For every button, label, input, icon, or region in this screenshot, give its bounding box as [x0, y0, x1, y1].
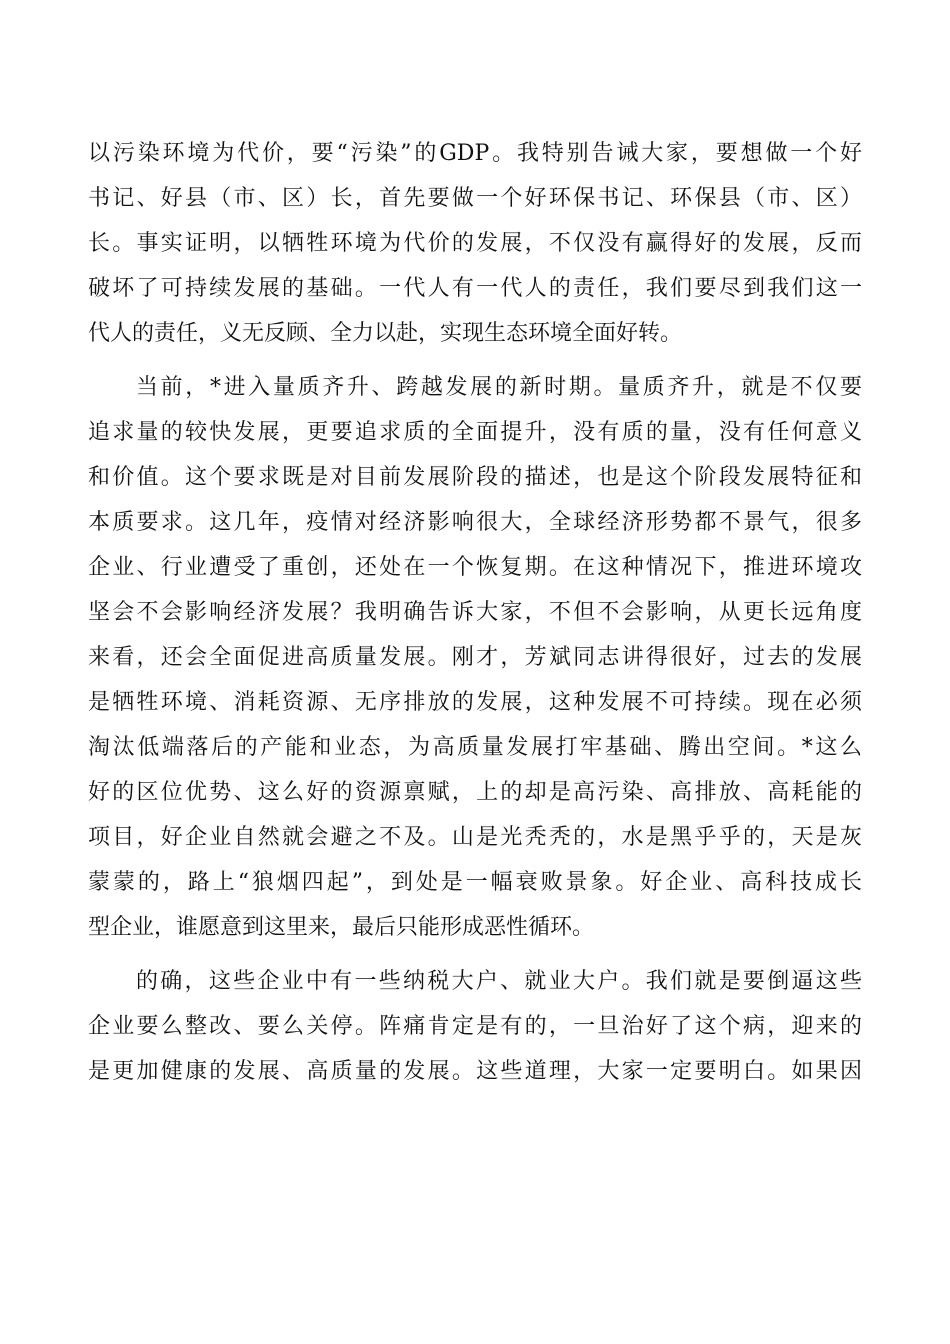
text-line: 来看，还会全面促进高质量发展。刚才，芳斌同志讲得很好，过去的发展	[88, 645, 862, 670]
paragraph-spacer	[88, 950, 862, 959]
text-line: 是牺牲环境、消耗资源、无序排放的发展，这种发展不可持续。现在必须	[88, 690, 862, 715]
text-line: 破坏了可持续发展的基础。一代人有一代人的责任，我们要尽到我们这一	[88, 276, 862, 301]
text-line: 和价值。这个要求既是对目前发展阶段的描述，也是这个阶段发展特征和	[88, 465, 862, 490]
text-line: 本质要求。这几年，疫情对经济影响很大，全球经济形势都不景气，很多	[88, 510, 862, 535]
text-line: 是更加健康的发展、高质量的发展。这些道理，大家一定要明白。如果因	[88, 1059, 862, 1084]
text-line: 书记、好县（市、区）长，首先要做一个好环保书记、环保县（市、区）	[88, 186, 862, 211]
text-line: 追求量的较快发展，更要追求质的全面提升，没有质的量，没有任何意义	[88, 420, 862, 445]
text-line: 企业要么整改、要么关停。阵痛肯定是有的，一旦治好了这个病，迎来的	[88, 1014, 862, 1039]
text-line: 企业、行业遭受了重创，还处在一个恢复期。在这种情况下，推进环境攻	[88, 555, 862, 580]
text-line: 淘汰低端落后的产能和业态，为高质量发展打牢基础、腾出空间。*这么	[88, 735, 862, 760]
text-line: 长。事实证明，以牺牲环境为代价的发展，不仅没有赢得好的发展，反而	[88, 231, 862, 256]
text-line: 好的区位优势、这么好的资源禀赋，上的却是高污染、高排放、高耗能的	[88, 780, 862, 805]
text-line: 型企业，谁愿意到这里来，最后只能形成恶性循环。	[88, 915, 595, 940]
text-line: 蒙蒙的，路上“狼烟四起”，到处是一幅衰败景象。好企业、高科技成长	[88, 870, 862, 895]
paragraph-3	[88, 959, 862, 1094]
paragraph-2	[88, 365, 862, 950]
text-line: 代人的责任，义无反顾、全力以赴，实现生态环境全面好转。	[88, 321, 683, 346]
text-line: 坚会不会影响经济发展？我明确告诉大家，不但不会影响，从更长远角度	[88, 600, 862, 625]
text-line: 以污染环境为代价，要“污染”的GDP。我特别告诫大家，要想做一个好	[88, 141, 862, 166]
paragraph-spacer	[88, 356, 862, 365]
document-body	[88, 131, 862, 1094]
paragraph-1	[88, 131, 862, 356]
text-line: 的确，这些企业中有一些纳税大户、就业大户。我们就是要倒逼这些	[136, 969, 862, 994]
text-line: 当前，*进入量质齐升、跨越发展的新时期。量质齐升，就是不仅要	[136, 375, 862, 400]
text-line: 项目，好企业自然就会避之不及。山是光秃秃的，水是黑乎乎的，天是灰	[88, 825, 862, 850]
